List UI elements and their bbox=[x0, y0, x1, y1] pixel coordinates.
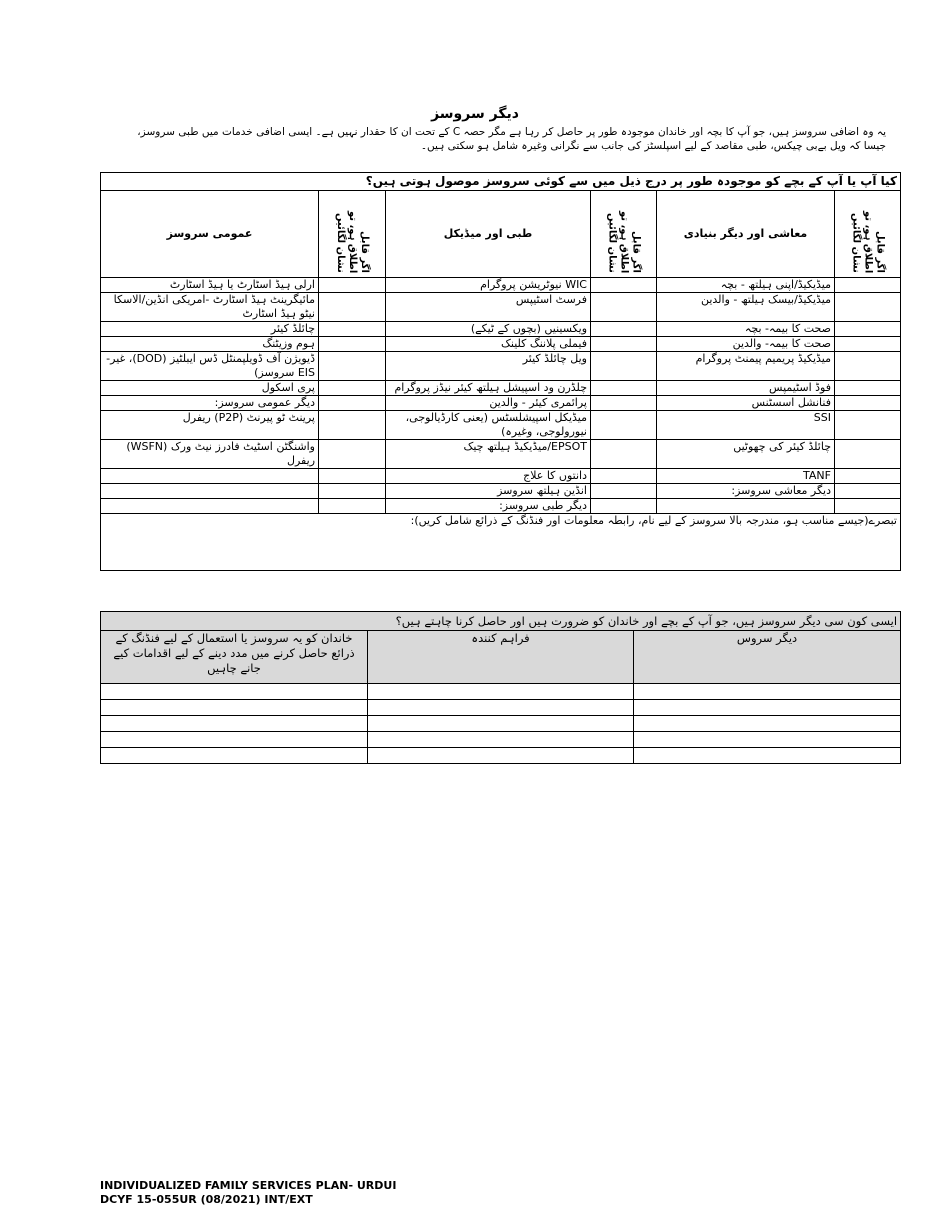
medical-service-cell: EPSOT/میڈیکیڈ ہیلتھ چیک bbox=[386, 440, 591, 469]
general-service-cell bbox=[101, 484, 319, 499]
comments-label: تبصرے(جیسے مناسب ہو، مندرجہ بالا سروسز کے لیے نام، رابطہ معلومات اور فنڈنگ کے ذرائع شامل کریں): bbox=[410, 514, 897, 527]
page-title: دیگر سروسز bbox=[431, 106, 519, 122]
check-box[interactable] bbox=[319, 337, 386, 352]
services-question: کیا آپ یا آپ کے بچے کو موجودہ طور پر درج ذیل میں سے کوئی سروسز موصول ہوتی ہیں؟ bbox=[101, 173, 901, 191]
table-row bbox=[101, 381, 901, 396]
needed-header-row bbox=[101, 631, 901, 684]
other-service-cell[interactable] bbox=[634, 684, 901, 700]
table-row bbox=[101, 700, 901, 716]
header-funding-steps: خاندان کو یہ سروسز یا استعمال کے لیے فنڈنگ کے ذرائع حاصل کرنے میں مدد دینے کے لیے اقدامات کیے جانے چاہیں bbox=[101, 631, 368, 684]
header-medical: طبی اور میڈیکل bbox=[386, 191, 591, 278]
check-header-economic: اگر قابل اطلاق ہو، تو نشان لگائیں bbox=[835, 191, 901, 278]
other-service-cell[interactable] bbox=[634, 732, 901, 748]
check-box[interactable] bbox=[591, 337, 657, 352]
check-box[interactable] bbox=[319, 411, 386, 440]
check-box[interactable] bbox=[319, 499, 386, 514]
steps-cell[interactable] bbox=[101, 732, 368, 748]
steps-cell[interactable] bbox=[101, 716, 368, 732]
check-box[interactable] bbox=[835, 396, 901, 411]
medical-service-cell: فیملی پلاننگ کلینک bbox=[386, 337, 591, 352]
provider-cell[interactable] bbox=[368, 748, 634, 764]
general-service-cell: ارلی ہیڈ اسٹارٹ یا ہیڈ اسٹارٹ bbox=[101, 278, 319, 293]
table-row bbox=[101, 411, 901, 440]
check-box[interactable] bbox=[319, 440, 386, 469]
header-economic: معاشی اور دیگر بنیادی bbox=[657, 191, 835, 278]
general-service-cell: واشنگٹن اسٹیٹ فادرز نیٹ ورک (WSFN) ریفرل bbox=[101, 440, 319, 469]
economic-service-cell: صحت کا بیمہ- والدین bbox=[657, 337, 835, 352]
general-service-cell: ڈیویژن آف ڈویلپمنٹل ڈس ایبلٹیز (DOD)، غیر-EIS سروسز) bbox=[101, 352, 319, 381]
other-service-cell[interactable] bbox=[634, 748, 901, 764]
check-box[interactable] bbox=[319, 469, 386, 484]
economic-service-cell: دیگر معاشی سروسز: bbox=[657, 484, 835, 499]
table-row bbox=[101, 352, 901, 381]
check-box[interactable] bbox=[835, 381, 901, 396]
check-box[interactable] bbox=[591, 381, 657, 396]
check-box[interactable] bbox=[591, 411, 657, 440]
table-row bbox=[101, 293, 901, 322]
check-box[interactable] bbox=[319, 322, 386, 337]
general-service-cell: پرینٹ ٹو پیرنٹ (P2P) ریفرل bbox=[101, 411, 319, 440]
check-box[interactable] bbox=[319, 352, 386, 381]
services-header-row bbox=[101, 191, 901, 278]
medical-service-cell: ویل چائلڈ کیئر bbox=[386, 352, 591, 381]
check-box[interactable] bbox=[835, 352, 901, 381]
table-row bbox=[101, 396, 901, 411]
general-service-cell: مائیگرینٹ ہیڈ اسٹارٹ -امریکی انڈین/الاسکا نیٹو ہیڈ اسٹارٹ bbox=[101, 293, 319, 322]
general-service-cell: پری اسکول bbox=[101, 381, 319, 396]
check-box[interactable] bbox=[591, 352, 657, 381]
economic-service-cell: میڈیکیڈ پریمیم پیمنٹ پروگرام bbox=[657, 352, 835, 381]
economic-service-cell: SSI bbox=[657, 411, 835, 440]
medical-service-cell: ویکسینیں (بچوں کے ٹیکے) bbox=[386, 322, 591, 337]
check-header-general: اگر قابل اطلاق ہو، تو نشان لگائیں bbox=[319, 191, 386, 278]
check-box[interactable] bbox=[591, 293, 657, 322]
check-box[interactable] bbox=[835, 484, 901, 499]
header-general: عمومی سروسز bbox=[101, 191, 319, 278]
table-row bbox=[101, 732, 901, 748]
check-box[interactable] bbox=[835, 337, 901, 352]
economic-service-cell: فنانشل اسسٹنس bbox=[657, 396, 835, 411]
comments-field[interactable] bbox=[101, 514, 901, 571]
table-row bbox=[101, 716, 901, 732]
table-row bbox=[101, 278, 901, 293]
economic-service-cell bbox=[657, 499, 835, 514]
general-service-cell: چائلڈ کیئر bbox=[101, 322, 319, 337]
needed-services-question: ایسی کون سی دیگر سروسز ہیں، جو آپ کے بچے اور خاندان کو ضرورت ہیں اور حاصل کرنا چاہتے ہیں؟ bbox=[101, 612, 901, 631]
economic-service-cell: میڈیکیڈ/اپنی ہیلتھ - بچہ bbox=[657, 278, 835, 293]
general-service-cell: دیگر عمومی سروسز: bbox=[101, 396, 319, 411]
check-box[interactable] bbox=[835, 411, 901, 440]
table-row bbox=[101, 484, 901, 499]
check-box[interactable] bbox=[319, 484, 386, 499]
table-row bbox=[101, 337, 901, 352]
provider-cell[interactable] bbox=[368, 684, 634, 700]
steps-cell[interactable] bbox=[101, 748, 368, 764]
intro-paragraph: یہ وہ اضافی سروسز ہیں، جو آپ کا بچہ اور خاندان موجودہ طور پر حاصل کر رہا ہے مگر حصہ C کے تحت ان کا حقدار نہیں ہے۔ ایسی اضافی خدمات میں طبی سروسز، جیسا کہ ویل بےبی چیکس، طبی مقاصد کے لیے اسپلسٹز کی جانب سے نگرانی وغیرہ شامل ہو سکتی ہیں۔ bbox=[137, 126, 886, 152]
table-row bbox=[101, 499, 901, 514]
check-box[interactable] bbox=[591, 396, 657, 411]
header-provider: فراہم کنندہ bbox=[368, 631, 634, 684]
economic-service-cell: صحت کا بیمہ- بچہ bbox=[657, 322, 835, 337]
other-service-cell[interactable] bbox=[634, 700, 901, 716]
check-box[interactable] bbox=[835, 499, 901, 514]
check-box[interactable] bbox=[835, 440, 901, 469]
steps-cell[interactable] bbox=[101, 684, 368, 700]
needed-services-table bbox=[100, 611, 901, 764]
general-service-cell: ہوم وزیٹنگ bbox=[101, 337, 319, 352]
form-number: DCYF 15-055UR (08/2021) INT/EXT bbox=[100, 1193, 313, 1206]
check-box[interactable] bbox=[319, 396, 386, 411]
form-footer bbox=[100, 1179, 396, 1207]
general-service-cell bbox=[101, 499, 319, 514]
economic-service-cell: فوڈ اسٹیمپس bbox=[657, 381, 835, 396]
economic-service-cell: میڈیکیڈ/بیسک ہیلتھ - والدین bbox=[657, 293, 835, 322]
check-box[interactable] bbox=[835, 293, 901, 322]
medical-service-cell: پرائمری کیئر - والدین bbox=[386, 396, 591, 411]
check-box[interactable] bbox=[591, 278, 657, 293]
table-row bbox=[101, 684, 901, 700]
check-box[interactable] bbox=[591, 440, 657, 469]
header-other-service: دیگر سروس bbox=[634, 631, 901, 684]
medical-service-cell: فرسٹ اسٹیپس bbox=[386, 293, 591, 322]
form-title: INDIVIDUALIZED FAMILY SERVICES PLAN- URDUI bbox=[100, 1179, 397, 1192]
provider-cell[interactable] bbox=[368, 732, 634, 748]
check-box[interactable] bbox=[591, 499, 657, 514]
table-row bbox=[101, 748, 901, 764]
economic-service-cell: TANF bbox=[657, 469, 835, 484]
medical-service-cell: انڈین ہیلتھ سروسز bbox=[386, 484, 591, 499]
check-box[interactable] bbox=[319, 381, 386, 396]
medical-service-cell: WIC نیوٹریشن پروگرام bbox=[386, 278, 591, 293]
medical-service-cell: دانتوں کا علاج bbox=[386, 469, 591, 484]
provider-cell[interactable] bbox=[368, 716, 634, 732]
medical-service-cell: میڈیکل اسپیشلسٹس (یعنی کارڈیالوجی، نیورولوجی، وغیرہ) bbox=[386, 411, 591, 440]
table-row bbox=[101, 469, 901, 484]
check-box[interactable] bbox=[835, 322, 901, 337]
general-service-cell bbox=[101, 469, 319, 484]
check-header-medical: اگر قابل اطلاق ہو، تو نشان لگائیں bbox=[591, 191, 657, 278]
check-box[interactable] bbox=[319, 278, 386, 293]
check-box[interactable] bbox=[835, 469, 901, 484]
medical-service-cell: چلڈرن ود اسپیشل ہیلتھ کیئر نیڈز پروگرام bbox=[386, 381, 591, 396]
table-row bbox=[101, 440, 901, 469]
provider-cell[interactable] bbox=[368, 700, 634, 716]
services-table bbox=[100, 172, 901, 571]
check-box[interactable] bbox=[591, 322, 657, 337]
steps-cell[interactable] bbox=[101, 700, 368, 716]
table-row bbox=[101, 322, 901, 337]
medical-service-cell: دیگر طبی سروسز: bbox=[386, 499, 591, 514]
check-box[interactable] bbox=[835, 278, 901, 293]
check-box[interactable] bbox=[591, 469, 657, 484]
check-box[interactable] bbox=[591, 484, 657, 499]
check-box[interactable] bbox=[319, 293, 386, 322]
economic-service-cell: چائلڈ کیئر کی چھوٹیں bbox=[657, 440, 835, 469]
other-service-cell[interactable] bbox=[634, 716, 901, 732]
